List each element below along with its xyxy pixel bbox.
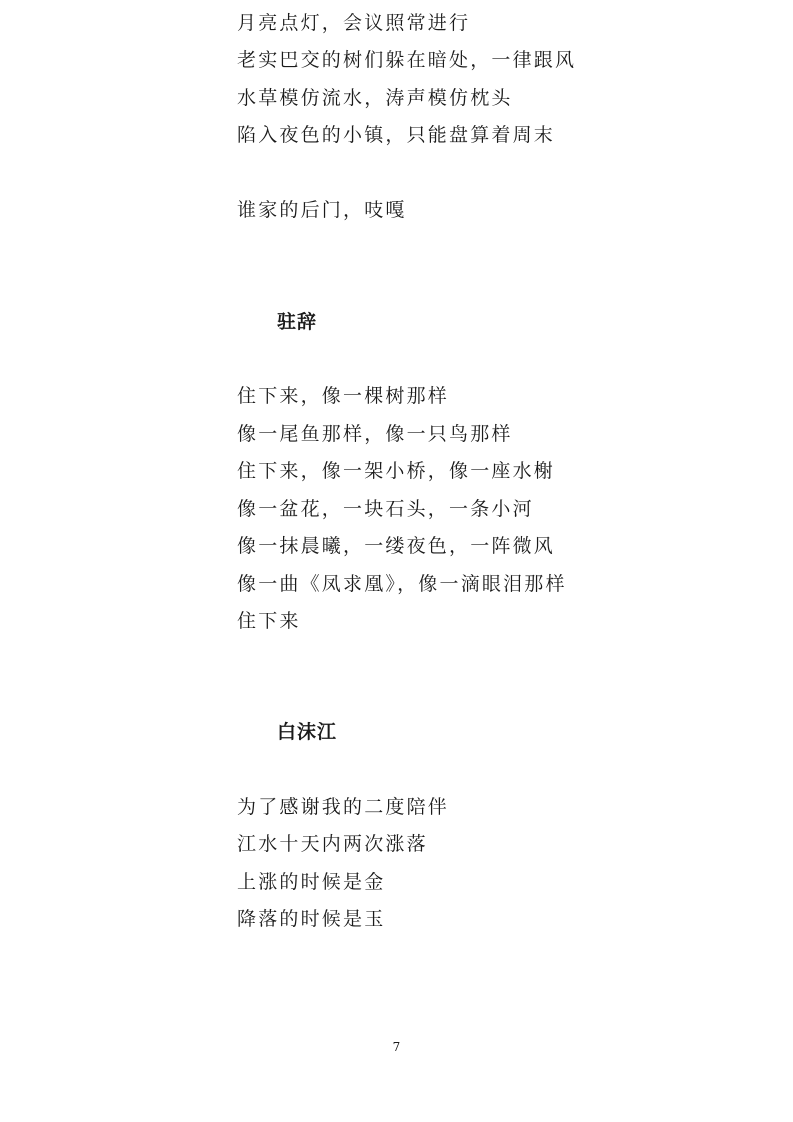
poem-line: 降落的时候是玉 — [237, 908, 386, 930]
poem-line: 水草模仿流水，涛声模仿枕头 — [237, 87, 513, 109]
poem-line: 像一盆花，一块石头，一条小河 — [237, 498, 534, 520]
poem-line: 上涨的时候是金 — [237, 871, 386, 893]
poem-line: 住下来，像一棵树那样 — [237, 385, 450, 407]
page-number: 7 — [392, 1040, 401, 1054]
poem-title: 驻辞 — [277, 311, 318, 333]
poem-title: 白沫江 — [277, 721, 338, 743]
poem-line: 江水十天内两次涨落 — [237, 833, 428, 855]
poem-line: 住下来，像一架小桥，像一座水榭 — [237, 460, 556, 482]
poem-line: 住下来 — [237, 610, 301, 632]
poem-line: 老实巴交的树们躲在暗处，一律跟风 — [237, 49, 577, 71]
poem-line: 谁家的后门，吱嘎 — [237, 199, 407, 221]
poem-line: 为了感谢我的二度陪伴 — [237, 796, 450, 818]
poem-line: 像一尾鱼那样，像一只鸟那样 — [237, 423, 513, 445]
poem-line: 像一曲《凤求凰》，像一滴眼泪那样 — [237, 573, 567, 595]
poem-line: 陷入夜色的小镇，只能盘算着周末 — [237, 124, 556, 146]
poem-line: 月亮点灯，会议照常进行 — [237, 12, 471, 34]
poem-line: 像一抹晨曦，一缕夜色，一阵微风 — [237, 535, 556, 557]
